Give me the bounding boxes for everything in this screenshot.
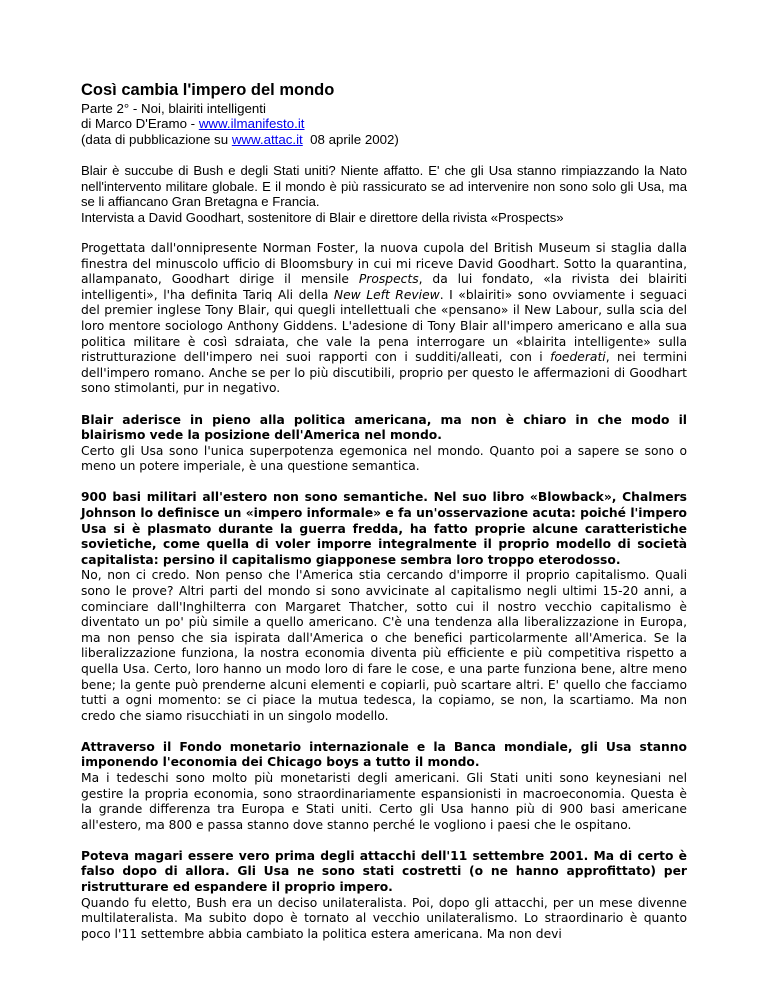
question: Poteva magari essere vero prima degli attacchi dell'11 settembre 2001. Ma di certo è falso dopo di allora. Gli Usa ne sono stati costretti (o ne hanno approfittato) per ristrutturare ed espandere il proprio impero.: [81, 848, 687, 895]
interview-exchange-3: [81, 740, 687, 834]
intro-summary: Blair è succube di Bush e degli Stati uniti? Niente affatto. E' che gli Usa stanno rimpiazzando la Nato nell'intervento militare globale. E il mondo è più rassicurato se ad intervenire non sono solo gli Usa, ma se li affiancano Gran Bretagna e Francia.: [81, 163, 687, 210]
opening-text-2: , da lui fondato, «la rivista dei blairiti intelligenti», l'ha definita Tariq Ali della: [81, 272, 687, 302]
pubdate-prefix: (data di pubblicazione su: [81, 131, 232, 147]
opening-text-3: . I «blairiti» sono ovviamente i seguaci del premier inglese Tony Blair, qui quegli intellettuali che «pensano» il New Labour, sulla scia del loro mentore sociologo Anthony Giddens. L'adesione di Tony Blair all'impero americano e alla sua politica militare è così sdraiata, che vale la pena interrogare un «blairita intelligente» sulla ristrutturazione dell'impero nei suoi rapporti con i sudditi/alleati, con i: [81, 287, 688, 365]
answer: Ma i tedeschi sono molto più monetaristi degli americani. Gli Stati uniti sono keynesiani nel gestire la propria economia, sono straordinariamente espansionisti in macroeconomia. Questa è la grande differenza tra Europa e Stati uniti. Certo gli Usa hanno più di 900 basi americane all'estero, ma 800 e passa stanno dove stanno perché le vogliono i paesi che le ospitano.: [81, 771, 687, 832]
opening-text-4: , nei termini dell'impero romano. Anche se per lo più discutibili, proprio per questo le affermazioni di Goodhart sono stimolanti, pur in negativo.: [81, 350, 687, 396]
foederati-term: foederati: [550, 350, 606, 365]
manifesto-link[interactable]: www.ilmanifesto.it: [198, 116, 305, 132]
opening-text-1: Progettata dall'onnipresente Norman Foster, la nuova cupola del British Museum si staglia dalla finestra del minuscolo ufficio di Bloomsbury in cui mi riceve David Goodhart. Sotto la quarantina, allampanato, Goodhart dirige il mensile: [81, 241, 687, 287]
question: Attraverso il Fondo monetario internazionale e la Banca mondiale, gli Usa stanno imponendo l'economia dei Chicago boys a tutto il mondo.: [81, 739, 687, 770]
byline-text: di Marco D'Eramo -: [81, 116, 199, 132]
interview-exchange-1: [81, 413, 687, 475]
question: Blair aderisce in pieno alla politica americana, ma non è chiaro in che modo il blairismo vede la posizione dell'America nel mondo.: [81, 412, 687, 443]
article: [81, 80, 687, 942]
answer: Quando fu eletto, Bush era un deciso unilateralista. Poi, dopo gli attacchi, per un mese divenne multilateralista. Ma subito dopo è tornato al vecchio unilateralismo. Lo straordinario è quanto poco l'11 settembre abbia cambiato la politica estera americana. Ma non devi: [81, 895, 687, 941]
article-title: Così cambia l'impero del mondo: [81, 81, 335, 99]
interview-exchange-2: [81, 490, 687, 724]
publication-date: [81, 132, 687, 147]
interview-exchange-4: [81, 849, 687, 943]
question: 900 basi militari all'estero non sono semantiche. Nel suo libro «Blowback», Chalmers Johnson lo definisce un «impero informale» e fa un'osservazione acuta: poiché l'impero Usa si è plasmato durante la guerra fredda, ha fatto proprie alcune caratteristiche sovietiche, come quella di voler imporre integralmente il proprio modello di società capitalista: persino il capitalismo giapponese sembra loro troppo eterodosso.: [81, 490, 687, 567]
intro-interview-line: Intervista a David Goodhart, sostenitore di Blair e direttore della rivista «Prospects»: [81, 210, 564, 225]
prospects-title: Prospects: [358, 272, 419, 287]
article-subtitle: Parte 2° - Noi, blairiti intelligenti: [81, 101, 266, 116]
article-meta: [81, 101, 687, 147]
opening-paragraph: [81, 241, 687, 397]
new-left-review-title: New Left Review: [333, 287, 440, 302]
pubdate-suffix: 08 aprile 2002): [302, 131, 399, 147]
answer: No, non ci credo. Non penso che l'America stia cercando d'imporre il proprio capitalismo. Quali sono le prove? Altri parti del mondo si sono avvicinate al capitalismo negli ultimi 15-20 anni, a cominciare dall'Inghilterra con Margaret Thatcher, sotto cui il nostro vecchio capitalismo è diventato un po' più simile a quello americano. C'è una tendenza alla liberalizzazione in Europa, ma non penso che sia ispirata dall'America o che benefici particolarmente all'America. Se la liberalizzazione funziona, la nostra economia diventa più efficiente e più competitiva rispetto a quella Usa. Certo, loro hanno un modo loro di fare le cose, e una parte funziona bene, altre meno bene; la gente può prenderne alcuni elementi e copiarli, può scartare altri. E' quello che facciamo tutti a ogni momento: se ci piace la mutua tedesca, la copiamo, se non, la scartiamo. Ma non credo che siamo risucchiati in un singolo modello.: [81, 568, 687, 723]
attac-link[interactable]: www.attac.it: [231, 131, 303, 147]
byline: [81, 116, 687, 131]
article-intro: [81, 163, 687, 225]
answer: Certo gli Usa sono l'unica superpotenza egemonica nel mondo. Quanto poi a sapere se sono o meno un potere imperiale, è una questione semantica.: [81, 443, 687, 474]
